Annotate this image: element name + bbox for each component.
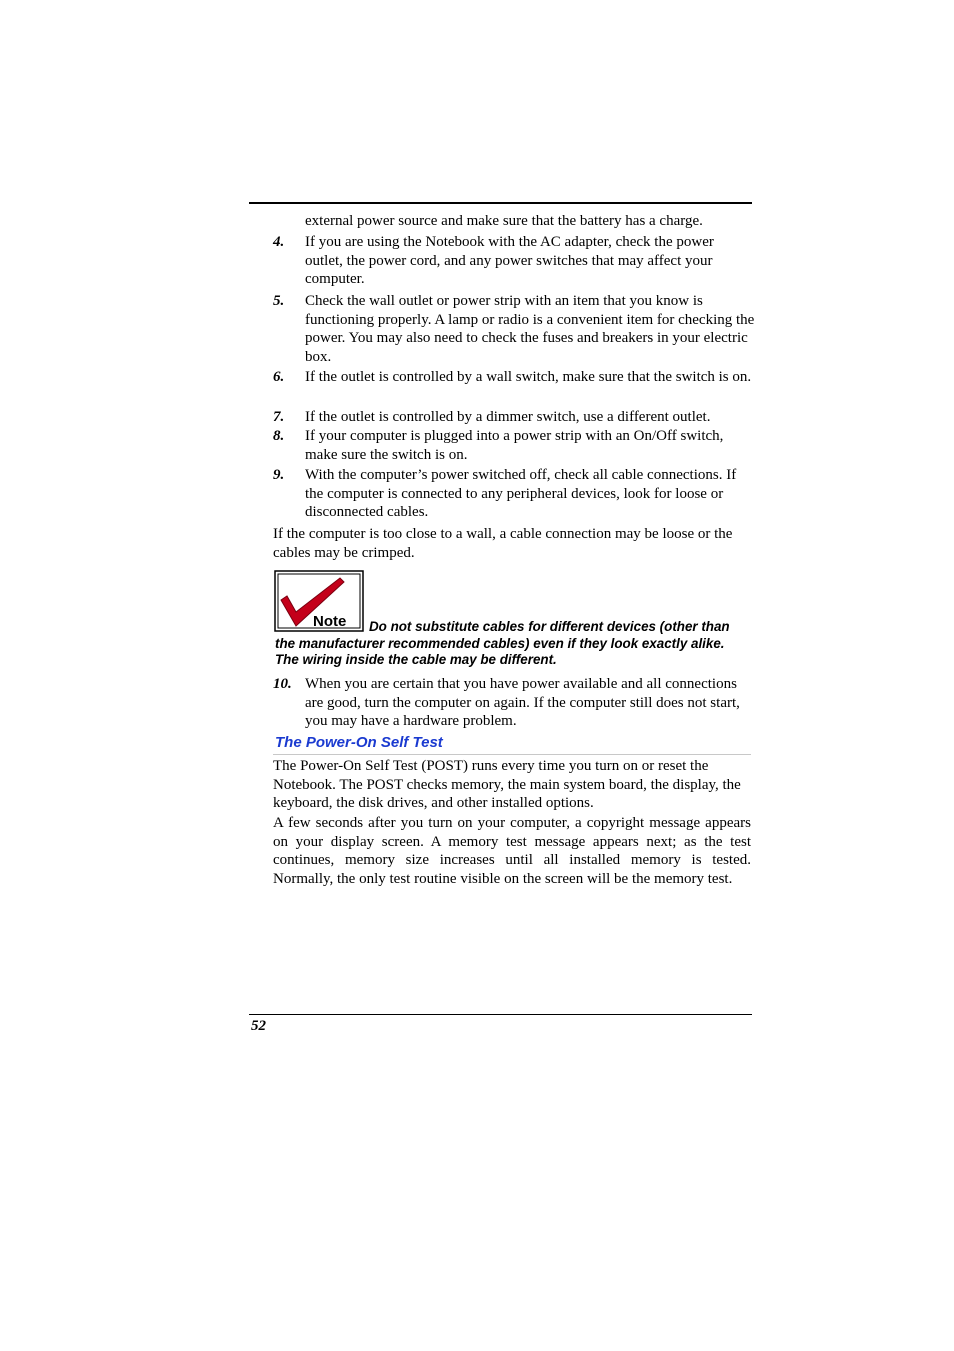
list-text: Check the wall outlet or power strip with an item that you know is functioning properly. A lamp or radio is a convenient item for checking the power. You may also need to check the fuses and breakers in your electric box.: [305, 293, 755, 365]
list-number: 5.: [273, 293, 285, 309]
page-number: 52: [251, 1018, 266, 1034]
list-number: 7.: [273, 409, 285, 425]
header-rule: [249, 202, 752, 204]
wall-paragraph: If the computer is too close to a wall, a cable connection may be loose or the cables may be crimped.: [273, 526, 733, 561]
footer-rule: [249, 1014, 752, 1015]
section-heading: The Power-On Self Test: [275, 734, 443, 751]
note-text: Do not substitute cables for different devices (other than the manufacturer recommended cables) even if they look exactly alike. The wiring inside the cable may be different.: [275, 619, 730, 668]
list-text: With the computer’s power switched off, check all cable connections. If the computer is connected to any peripheral devices, look for loose or disconnected cables.: [305, 467, 737, 521]
list-text: If the outlet is controlled by a wall switch, make sure that the switch is on.: [305, 369, 752, 385]
list-number: 4.: [273, 234, 285, 250]
list-text: When you are certain that you have power available and all connections are good, turn the computer on again. If the computer still does not start, you may have a hardware problem.: [305, 676, 740, 730]
continuation-text: external power source and make sure that the battery has a charge.: [305, 213, 703, 229]
list-text: If your computer is plugged into a power strip with an On/Off switch, make sure the switch is on.: [305, 428, 724, 463]
list-text: If the outlet is controlled by a dimmer switch, use a different outlet.: [305, 409, 711, 425]
list-number: 8.: [273, 428, 285, 444]
list-number: 6.: [273, 369, 285, 385]
post-paragraph-1: The Power-On Self Test (POST) runs every time you turn on or reset the Notebook. The POST checks memory, the main system board, the display, the keyboard, the disk drives, and other installed options.: [273, 758, 741, 812]
note-icon-label: Note: [313, 613, 347, 630]
list-number: 9.: [273, 467, 285, 483]
list-text: If you are using the Notebook with the AC adapter, check the power outlet, the power cord, and any power switches that may affect your computer.: [305, 234, 714, 288]
list-number: 10.: [273, 676, 292, 692]
heading-rule: [273, 754, 751, 755]
post-paragraph-2: A few seconds after you turn on your computer, a copyright message appears on your display screen. A memory test message appears next; as the test continues, memory size increases until all installed memory is tested. Normally, the only test routine visible on the screen will be the memory test.: [273, 815, 751, 887]
